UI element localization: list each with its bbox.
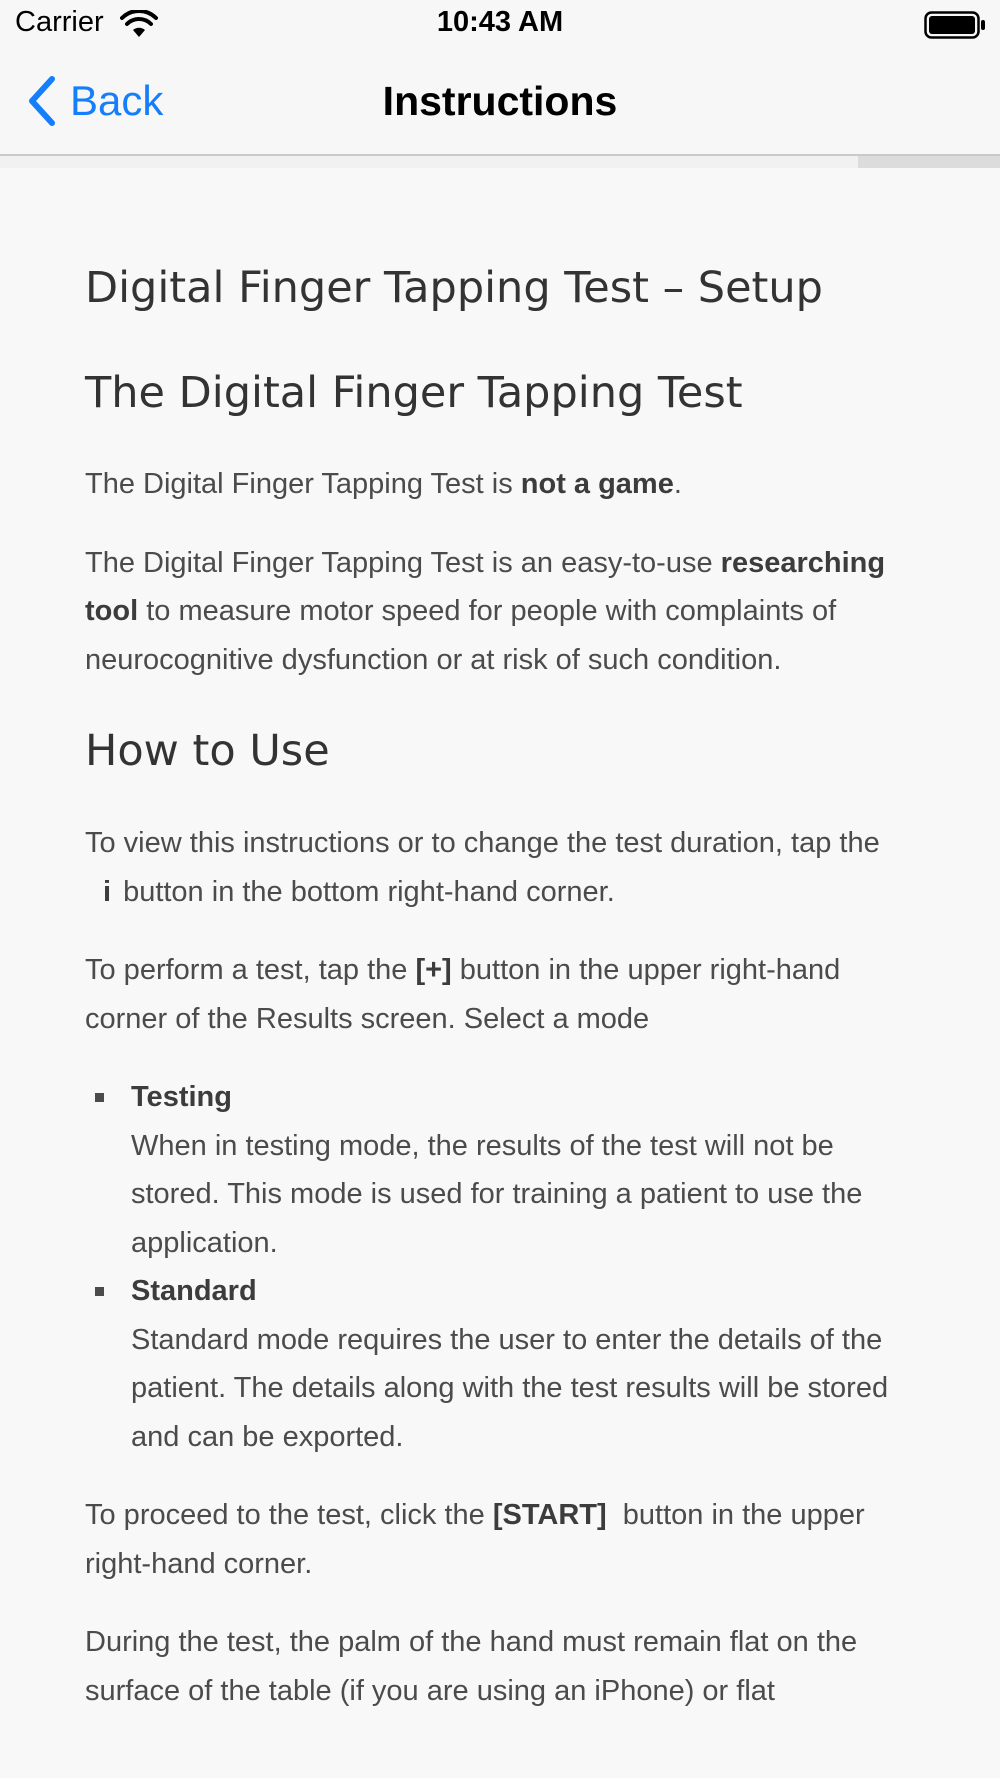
paragraph-research-tool: [85, 539, 915, 685]
bullet-icon: [95, 1287, 104, 1296]
p2-suffix: to measure motor speed for people with complaints of neurocognitive dysfunction or at risk of such condition.: [85, 595, 837, 676]
info-icon: i: [103, 875, 112, 908]
mode-description: When in testing mode, the results of the test will not be stored. This mode is used for training a patient to use the application.: [131, 1129, 863, 1259]
p1-text: The Digital Finger Tapping Test is: [85, 468, 521, 500]
p5-bold: [START]: [492, 1499, 607, 1531]
mode-description: Standard mode requires the user to enter the details of the patient. The details along with the test results will be stored and can be exported.: [131, 1323, 889, 1453]
p2-bold: researching tool: [85, 546, 886, 627]
p1-suffix: .: [673, 468, 682, 500]
mode-list: [85, 1073, 915, 1461]
scroll-indicator: [858, 156, 1000, 168]
paragraph-info-button: [85, 819, 915, 916]
paragraph-perform-test: [85, 946, 915, 1043]
section-heading-how-to-use: How to Use: [85, 726, 330, 776]
p5-text: To proceed to the test, click the: [85, 1499, 493, 1531]
mode-title: Testing: [131, 1081, 232, 1113]
main-heading: Digital Finger Tapping Test – Setup: [85, 263, 823, 313]
status-time: 10:43 AM: [436, 6, 564, 38]
p5-suffix: button in the upper right-hand corner.: [85, 1499, 873, 1580]
section-heading-test: The Digital Finger Tapping Test: [85, 368, 743, 418]
battery-icon: [924, 11, 986, 39]
top-divider-strip: [0, 156, 1000, 168]
p4-bold: [+]: [415, 954, 452, 986]
p3-suffix: button in the bottom right-hand corner.: [123, 875, 615, 908]
p4-text: To perform a test, tap the: [85, 954, 416, 986]
p1-bold: not a game: [520, 468, 674, 500]
instructions-content: [85, 250, 915, 1715]
page-title: Instructions: [382, 78, 618, 124]
p4-suffix: button in the upper right-hand corner of the Results screen. Select a mode: [85, 954, 841, 1035]
list-item: [131, 1073, 915, 1267]
navigation-bar: [0, 50, 1000, 156]
p2-text: The Digital Finger Tapping Test is an easy-to-use: [85, 546, 721, 579]
p3-text: To view this instructions or to change the test duration, tap the: [85, 827, 880, 859]
paragraph-not-a-game: [85, 460, 915, 509]
list-item: [131, 1267, 915, 1461]
paragraph-proceed: [85, 1491, 915, 1588]
bullet-icon: [95, 1093, 104, 1102]
mode-title: Standard: [131, 1275, 257, 1307]
paragraph-during-test: During the test, the palm of the hand must remain flat on the surface of the table (if you are using an iPhone) or flat: [85, 1626, 858, 1707]
back-button-label: Back: [70, 77, 164, 124]
status-bar: [0, 0, 1000, 50]
carrier-label: Carrier: [15, 6, 104, 38]
